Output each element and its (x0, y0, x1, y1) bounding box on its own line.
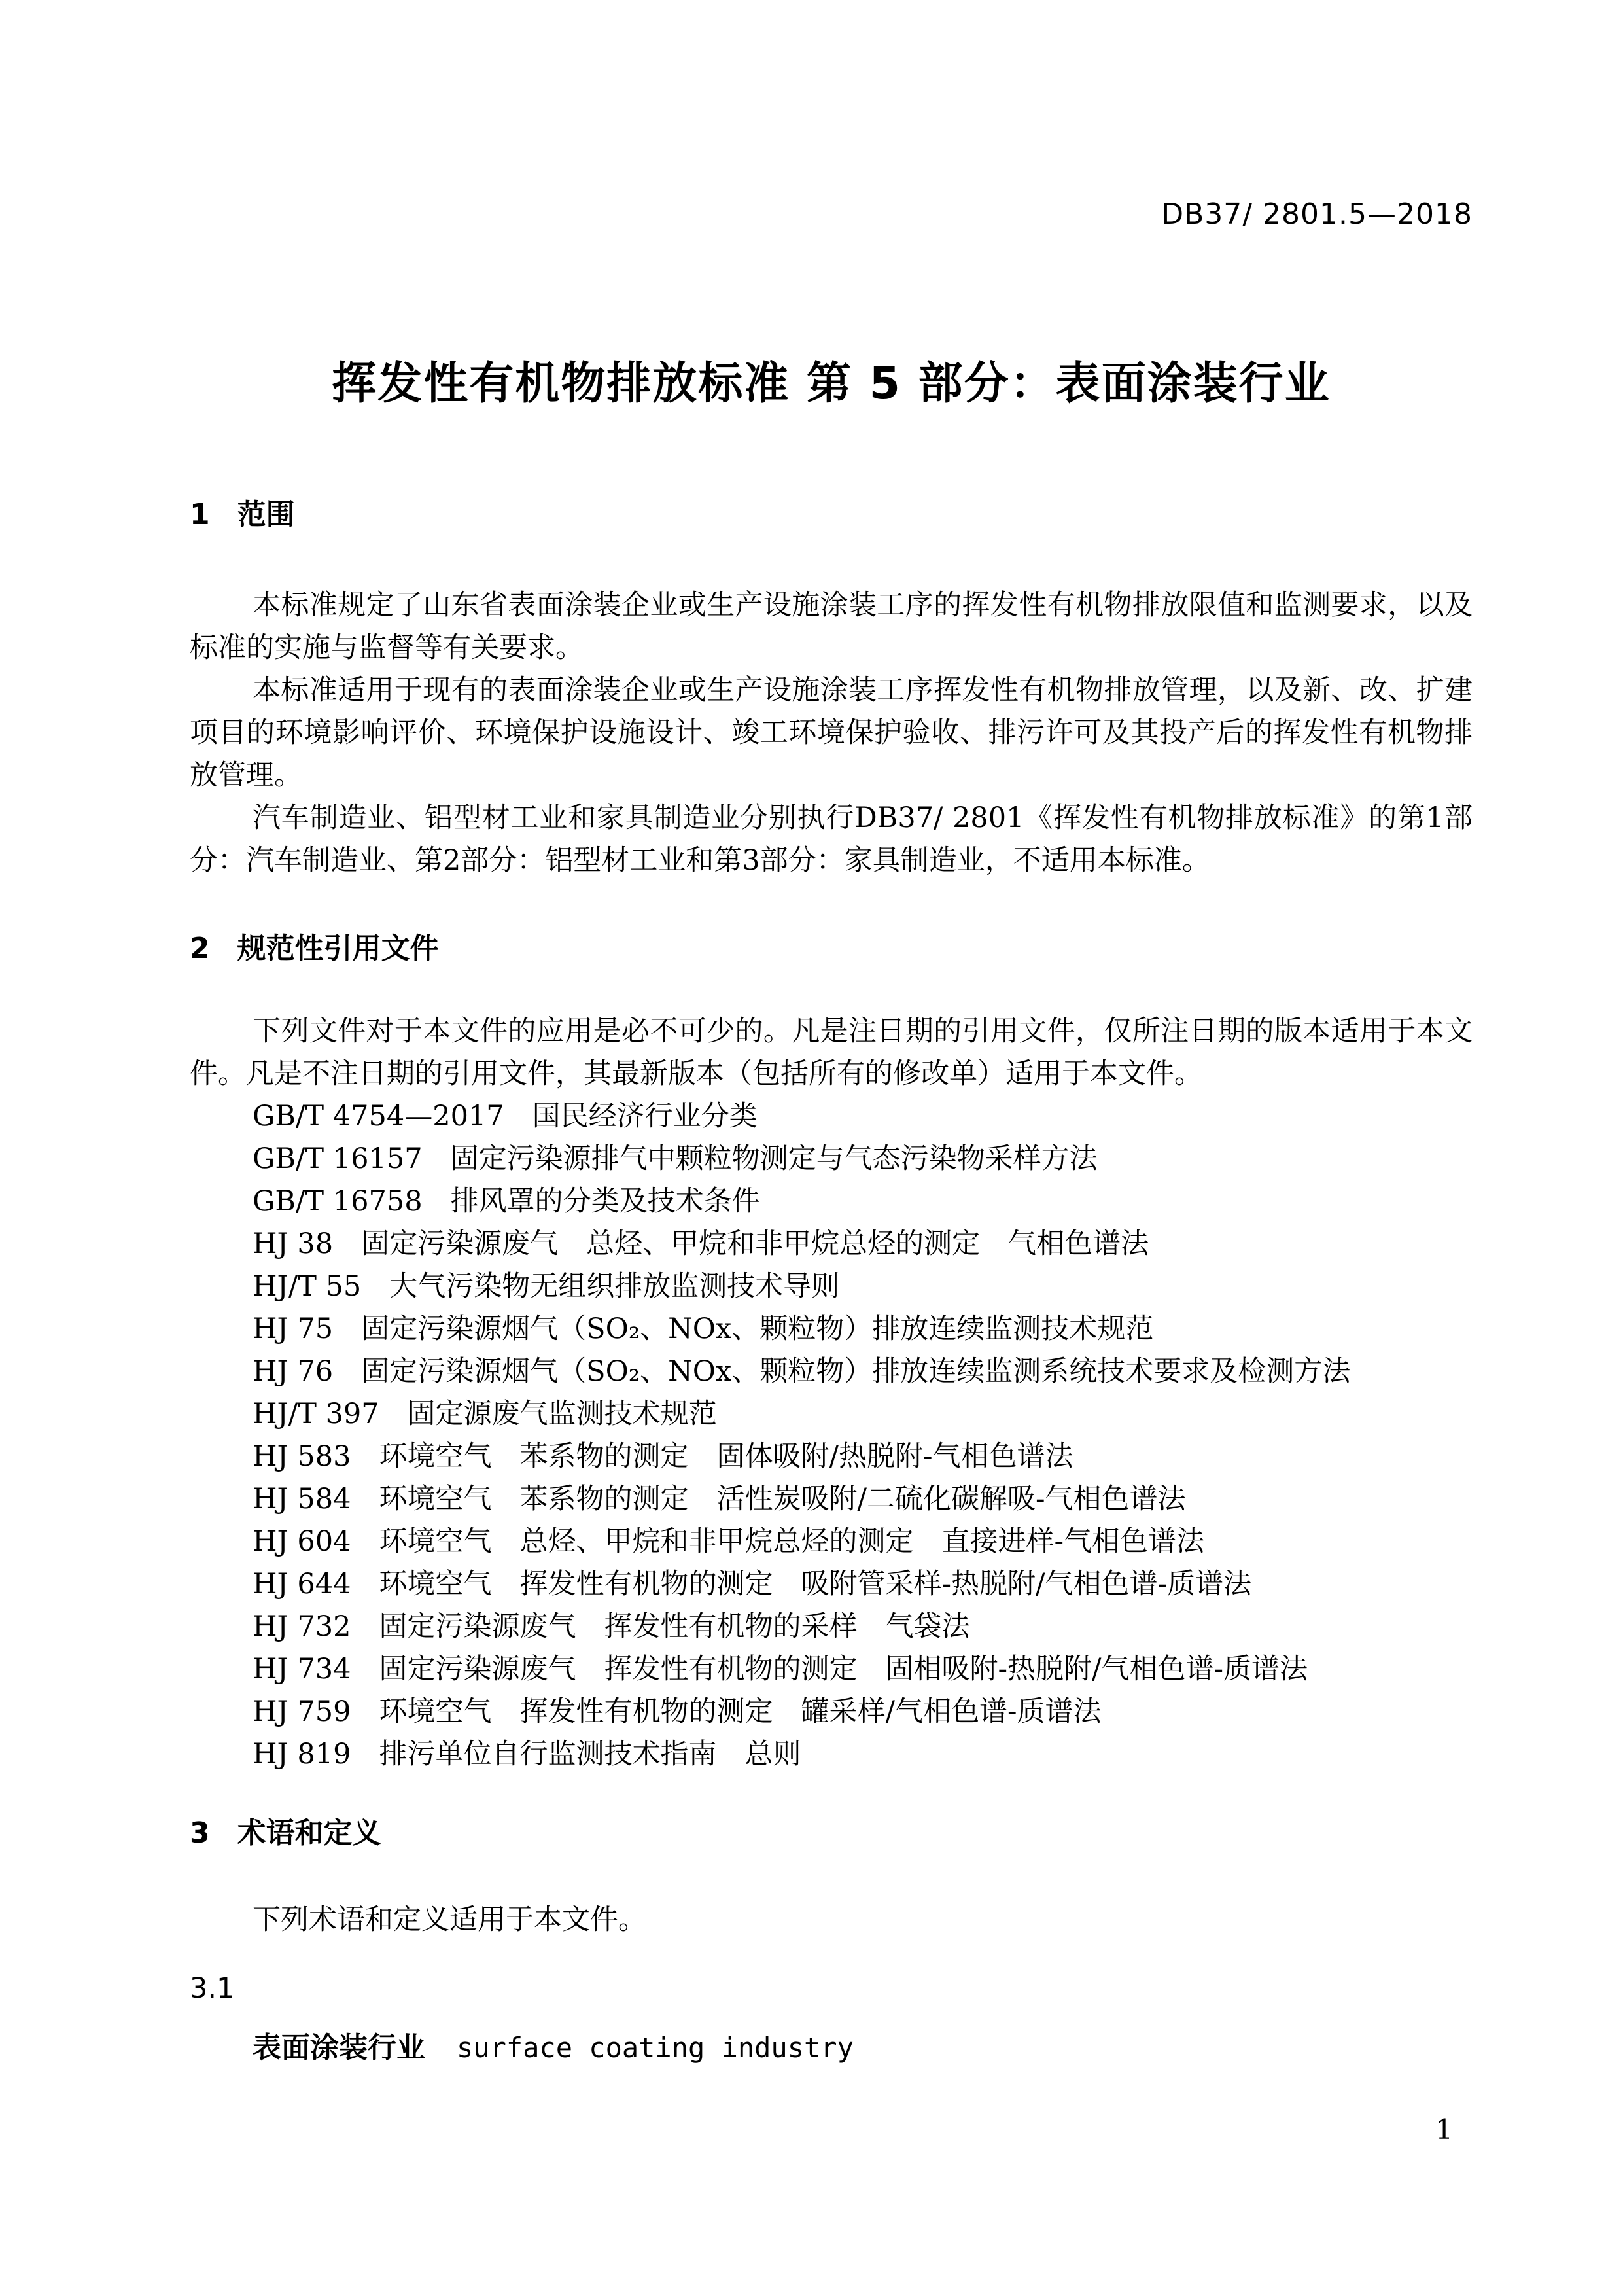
reference-list (190, 1095, 1473, 1776)
term-entry (190, 2026, 1473, 2075)
reference-item: HJ 38 固定污染源废气 总烃、甲烷和非甲烷总烃的测定 气相色谱法 (253, 1227, 1149, 1260)
section-2-heading (190, 933, 1473, 964)
reference-item: HJ 732 固定污染源废气 挥发性有机物的采样 气袋法 (253, 1610, 970, 1643)
document-title: 挥发性有机物排放标准 第 5 部分：表面涂装行业 (332, 358, 1331, 410)
section-1-title: 范围 (237, 498, 295, 531)
term-english: surface coating industry (457, 2032, 854, 2064)
section-2-number: 2 (190, 932, 210, 965)
reference-item: HJ 819 排污单位自行监测技术指南 总则 (253, 1738, 801, 1771)
page-number: 1 (1435, 2113, 1453, 2146)
scope-paragraph-2: 本标准适用于现有的表面涂装企业或生产设施涂装工序挥发性有机物排放管理，以及新、改、扩建项目的环境影响评价、环境保护设施设计、竣工环境保护验收、排污许可及其投产后的挥发性有机物排放管理。 (190, 674, 1473, 792)
term-number: 3.1 (190, 1972, 235, 2005)
reference-item: HJ 75 固定污染源烟气（SO₂、NOx、颗粒物）排放连续监测技术规范 (253, 1313, 1154, 1345)
reference-item: HJ/T 397 固定源废气监测技术规范 (253, 1398, 717, 1430)
reference-item: HJ 604 环境空气 总烃、甲烷和非甲烷总烃的测定 直接进样-气相色谱法 (253, 1525, 1205, 1558)
section-scope (190, 499, 1473, 882)
reference-item: GB/T 16758 排风罩的分类及技术条件 (253, 1185, 760, 1218)
section-2-title: 规范性引用文件 (237, 932, 439, 965)
standard-code: DB37/ 2801.5—2018 (1161, 198, 1473, 231)
reference-item: GB/T 4754—2017 国民经济行业分类 (253, 1100, 758, 1133)
section-3-number: 3 (190, 1816, 210, 1850)
term-chinese: 表面涂装行业 (253, 2031, 425, 2064)
section-3-heading (190, 1818, 1473, 1849)
section-3-title: 术语和定义 (237, 1816, 381, 1850)
scope-paragraph-1: 本标准规定了山东省表面涂装企业或生产设施涂装工序的挥发性有机物排放限值和监测要求，以及标准的实施与监督等有关要求。 (190, 589, 1473, 664)
terms-intro-paragraph: 下列术语和定义适用于本文件。 (253, 1903, 646, 1936)
reference-item: HJ 76 固定污染源烟气（SO₂、NOx、颗粒物）排放连续监测系统技术要求及检测方法 (253, 1355, 1351, 1388)
reference-item: HJ 644 环境空气 挥发性有机物的测定 吸附管采样-热脱附/气相色谱-质谱法 (253, 1568, 1252, 1600)
reference-item: GB/T 16157 固定污染源排气中颗粒物测定与气态污染物采样方法 (253, 1142, 1098, 1175)
reference-item: HJ 734 固定污染源废气 挥发性有机物的测定 固相吸附-热脱附/气相色谱-质谱法 (253, 1653, 1308, 1686)
section-normative-references (190, 933, 1473, 1776)
reference-item: HJ 583 环境空气 苯系物的测定 固体吸附/热脱附-气相色谱法 (253, 1440, 1073, 1473)
reference-item: HJ 584 环境空气 苯系物的测定 活性炭吸附/二硫化碳解吸-气相色谱法 (253, 1483, 1186, 1515)
reference-item: HJ 759 环境空气 挥发性有机物的测定 罐采样/气相色谱-质谱法 (253, 1695, 1102, 1728)
section-1-heading (190, 499, 1473, 531)
scope-paragraph-3: 汽车制造业、铝型材工业和家具制造业分别执行DB37/ 2801《挥发性有机物排放标准》的第1部分：汽车制造业、第2部分：铝型材工业和第3部分：家具制造业，不适用本标准。 (190, 802, 1473, 877)
section-1-number: 1 (190, 498, 210, 531)
section-terms-definitions (190, 1818, 1473, 2075)
reference-item: HJ/T 55 大气污染物无组织排放监测技术导则 (253, 1270, 840, 1303)
references-intro-paragraph: 下列文件对于本文件的应用是必不可少的。凡是注日期的引用文件，仅所注日期的版本适用于本文件。凡是不注日期的引用文件，其最新版本（包括所有的修改单）适用于本文件。 (190, 1015, 1473, 1090)
